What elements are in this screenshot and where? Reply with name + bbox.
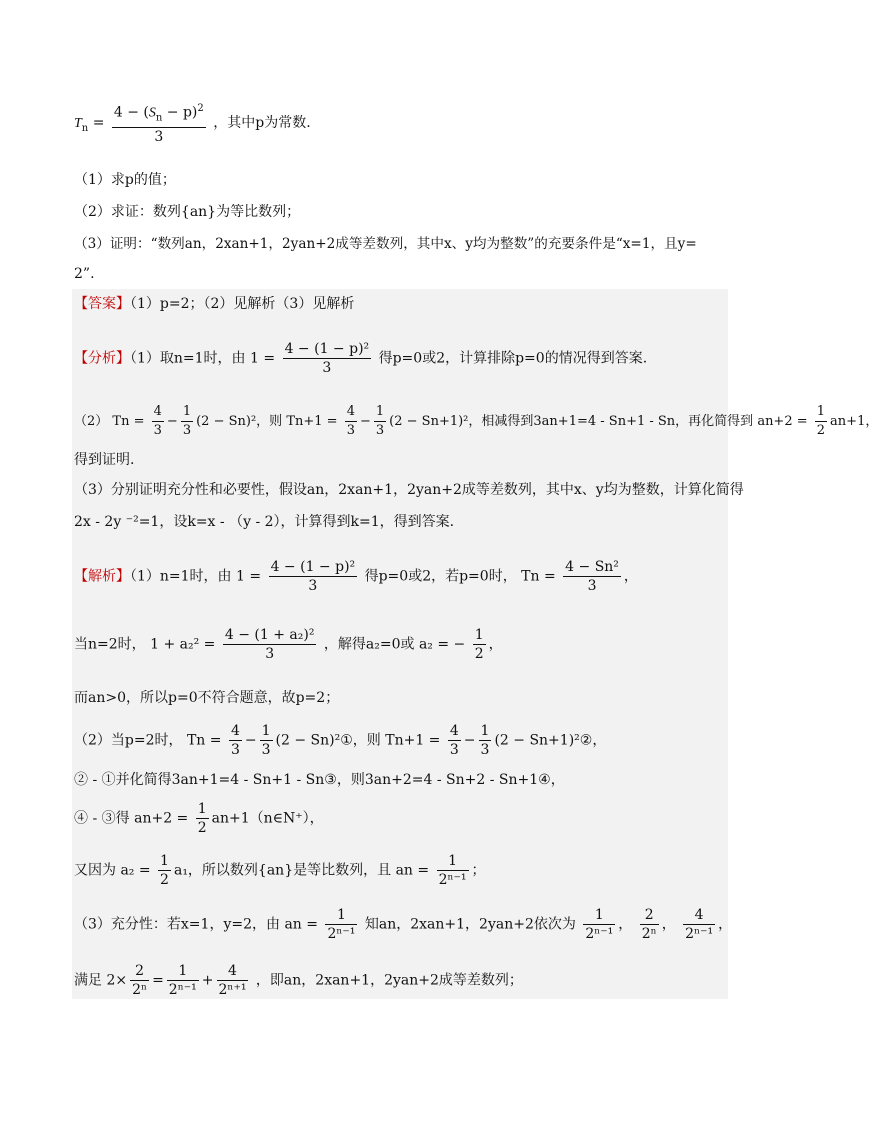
analysis-line-5: 2x - 2y ⁻²=1，设k=x - （y - 2），计算得到k=1，得到答案. [74,514,455,530]
solution-line-2: 当n=2时， 1 + a₂² = $\frac{\text{4 − (1 + a₂)²}}{3}$ ，解得a₂=0或 a₂ = − $\frac{1}{2}$ ， [74,627,503,662]
analysis-line-4: （3）分别证明充分性和必要性，假设an，2xan+1，2yan+2成等差数列，其中x、y均为整数，计算化简得 [74,482,744,498]
solution-line-3: 而an>0，所以p=0不符合题意，故p=2； [74,690,340,706]
analysis-line-2: （2） Tn = $\frac{4}{3}$ − $\frac{1}{3}$ (2 − Sn)²，则 Tn+1 = $\frac{4}{3}$ − $\frac{1}{3}$ (2 − Sn+1)²，相减得到3an+1=4 - Sn+1 - Sn，再化简得到 an+2 = $\frac{1}{2}$ an+1， [74,404,878,438]
solution-tag: 【解析】 [74,568,130,585]
solution-line-6: ④ - ③得 an+2 = $\frac{1}{2}$ an+1（n∈N⁺）， [74,801,324,836]
question-3-line-2: 2”. [74,266,95,282]
question-3-line-1: （3）证明：“数列an，2xan+1，2yan+2成等差数列，其中x、y均为整数”的充要条件是“x=1，且y= [74,236,697,252]
problem-tail: ，其中p为常数. [213,115,311,132]
analysis-line-3: 得到证明. [74,452,135,468]
question-2: （2）求证：数列{an}为等比数列； [74,204,301,220]
answer-line [74,294,354,314]
answer-tag: 【答案】 [74,296,130,312]
solution-line-4: （2）当p=2时， Tn = $\frac{4}{3}$ − $\frac{1}{3}$ (2 − Sn)²①，则 Tn+1 = $\frac{4}{3}$ − $\frac{1}{3}$ (2 − Sn+1)²②， [74,723,607,758]
solution-line-7: 又因为 a₂ = $\frac{1}{2}$ a₁，所以数列{an}是等比数列，且 an = $\frac{1}{\text{2ⁿ⁻¹}}$ ； [74,853,486,888]
formula-lhs: $T_n$ [74,116,89,135]
problem-formula: $T_n$ = $\frac{4 - (S_n - p)^2}{3}$ ，其中p为常数. [74,100,311,146]
solution-line-9: 满足 2× $\frac{2}{\text{2ⁿ}}$ = $\frac{1}{\text{2ⁿ⁻¹}}$ + $\frac{4}{\text{2ⁿ⁺¹}}$ ，即an，2xan+1，2yan+2成等差数列； [74,963,523,998]
solution-line-1: 【解析】（1）n=1时，由 1 = $\frac{\text{4 − (1 − p)²}}{3}$ 得p=0或2，若p=0时， Tn = $\frac{\text{4 − Sn²}}{3}$ ， [74,559,638,594]
question-1: （1）求p的值； [74,172,176,188]
formula-fraction: $\frac{4 - (S_n - p)^2}{3}$ [112,100,206,146]
solution-line-8: （3）充分性：若x=1，y=2，由 an = $\frac{1}{\text{2ⁿ⁻¹}}$ 知an，2xan+1，2yan+2依次为 $\frac{1}{\text{2ⁿ⁻¹}}$ ， $\frac{2}{\text{2ⁿ}}$ ， $\frac{4}{\text{2ⁿ⁻¹}}$ ， [74,907,733,942]
answer-text: （1）p=2；（2）见解析（3）见解析 [130,296,355,312]
analysis-line-1: 【分析】（1）取n=1时，由 1 = $\frac{\text{4 − (1 − p)²}}{3}$ 得p=0或2，计算排除p=0的情况得到答案. [74,341,648,376]
analysis-tag: 【分析】 [74,350,130,367]
solution-line-5: ② - ①并化简得3an+1=4 - Sn+1 - Sn③，则3an+2=4 - Sn+2 - Sn+1④， [74,772,565,788]
